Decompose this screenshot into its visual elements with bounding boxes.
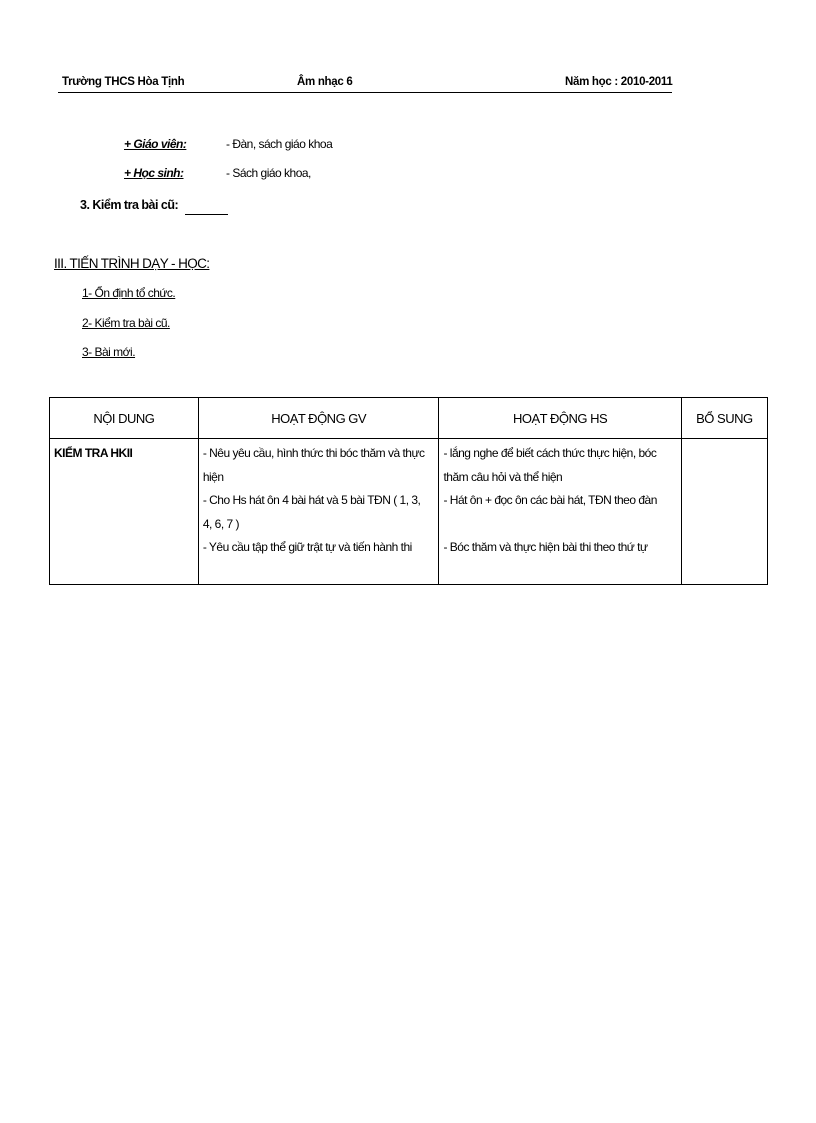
student-label: + Học sinh: [124,166,184,180]
gv-line-1: - Nêu yêu cầu, hình thức thi bóc thăm và thực [202,446,425,460]
hs-line-1: - lắng nghe để biết cách thức thực hiện, bóc [443,446,657,460]
hs-line-4: - Bóc thăm và thực hiện bài thi theo thứ tự [443,540,648,554]
student-value: - Sách giáo khoa, [226,166,311,180]
hs-line-3: - Hát ôn + đọc ôn các bài hát, TĐN theo đàn [443,493,657,507]
section-3-title: 3. Kiểm tra bài cũ: [80,198,179,212]
gv-line-2: hiện [202,469,224,484]
table-header-row [50,398,768,439]
header-student-activity: HOẠT ĐỘNG HS [439,398,681,439]
header-supplement: BỔ SUNG [681,398,767,439]
hs-spacer [443,513,676,537]
step-3: 3- Bài mới. [82,345,136,359]
process-title: III. TIẾN TRÌNH DẠY - HỌC: [54,256,210,271]
row-teacher-cell [198,439,439,585]
lesson-table [49,397,768,585]
step-2: 2- Kiểm tra bài cũ. [82,316,170,330]
school-name: Trường THCS Hòa Tịnh [62,76,185,88]
step-1: 1- Ổn định tổ chức. [82,286,176,300]
school-year: Năm học : 2010-2011 [565,76,673,88]
table-row [50,439,768,585]
gv-line-3: - Cho Hs hát ôn 4 bài hát và 5 bài TĐN ( 1, 3, [202,493,421,507]
row-content: KIỂM TRA HKII [54,446,133,460]
header-content: NỘI DUNG [50,398,199,439]
hs-line-2: thăm câu hỏi và thể hiện [443,469,563,484]
teacher-label: + Giáo viên: [124,137,187,151]
row-supplement-cell [681,439,767,585]
gv-line-5: - Yêu cầu tập thể giữ trật tự và tiến hành thi [202,540,412,554]
gv-line-4: 4, 6, 7 ) [202,516,239,531]
header-teacher-activity: HOẠT ĐỘNG GV [198,398,439,439]
header-divider [58,92,672,93]
section-3-underline [185,214,228,215]
teacher-value: - Đàn, sách giáo khoa [226,137,333,151]
subject-name: Âm nhạc 6 [297,76,353,88]
row-content-cell [50,439,199,585]
row-student-cell [439,439,681,585]
